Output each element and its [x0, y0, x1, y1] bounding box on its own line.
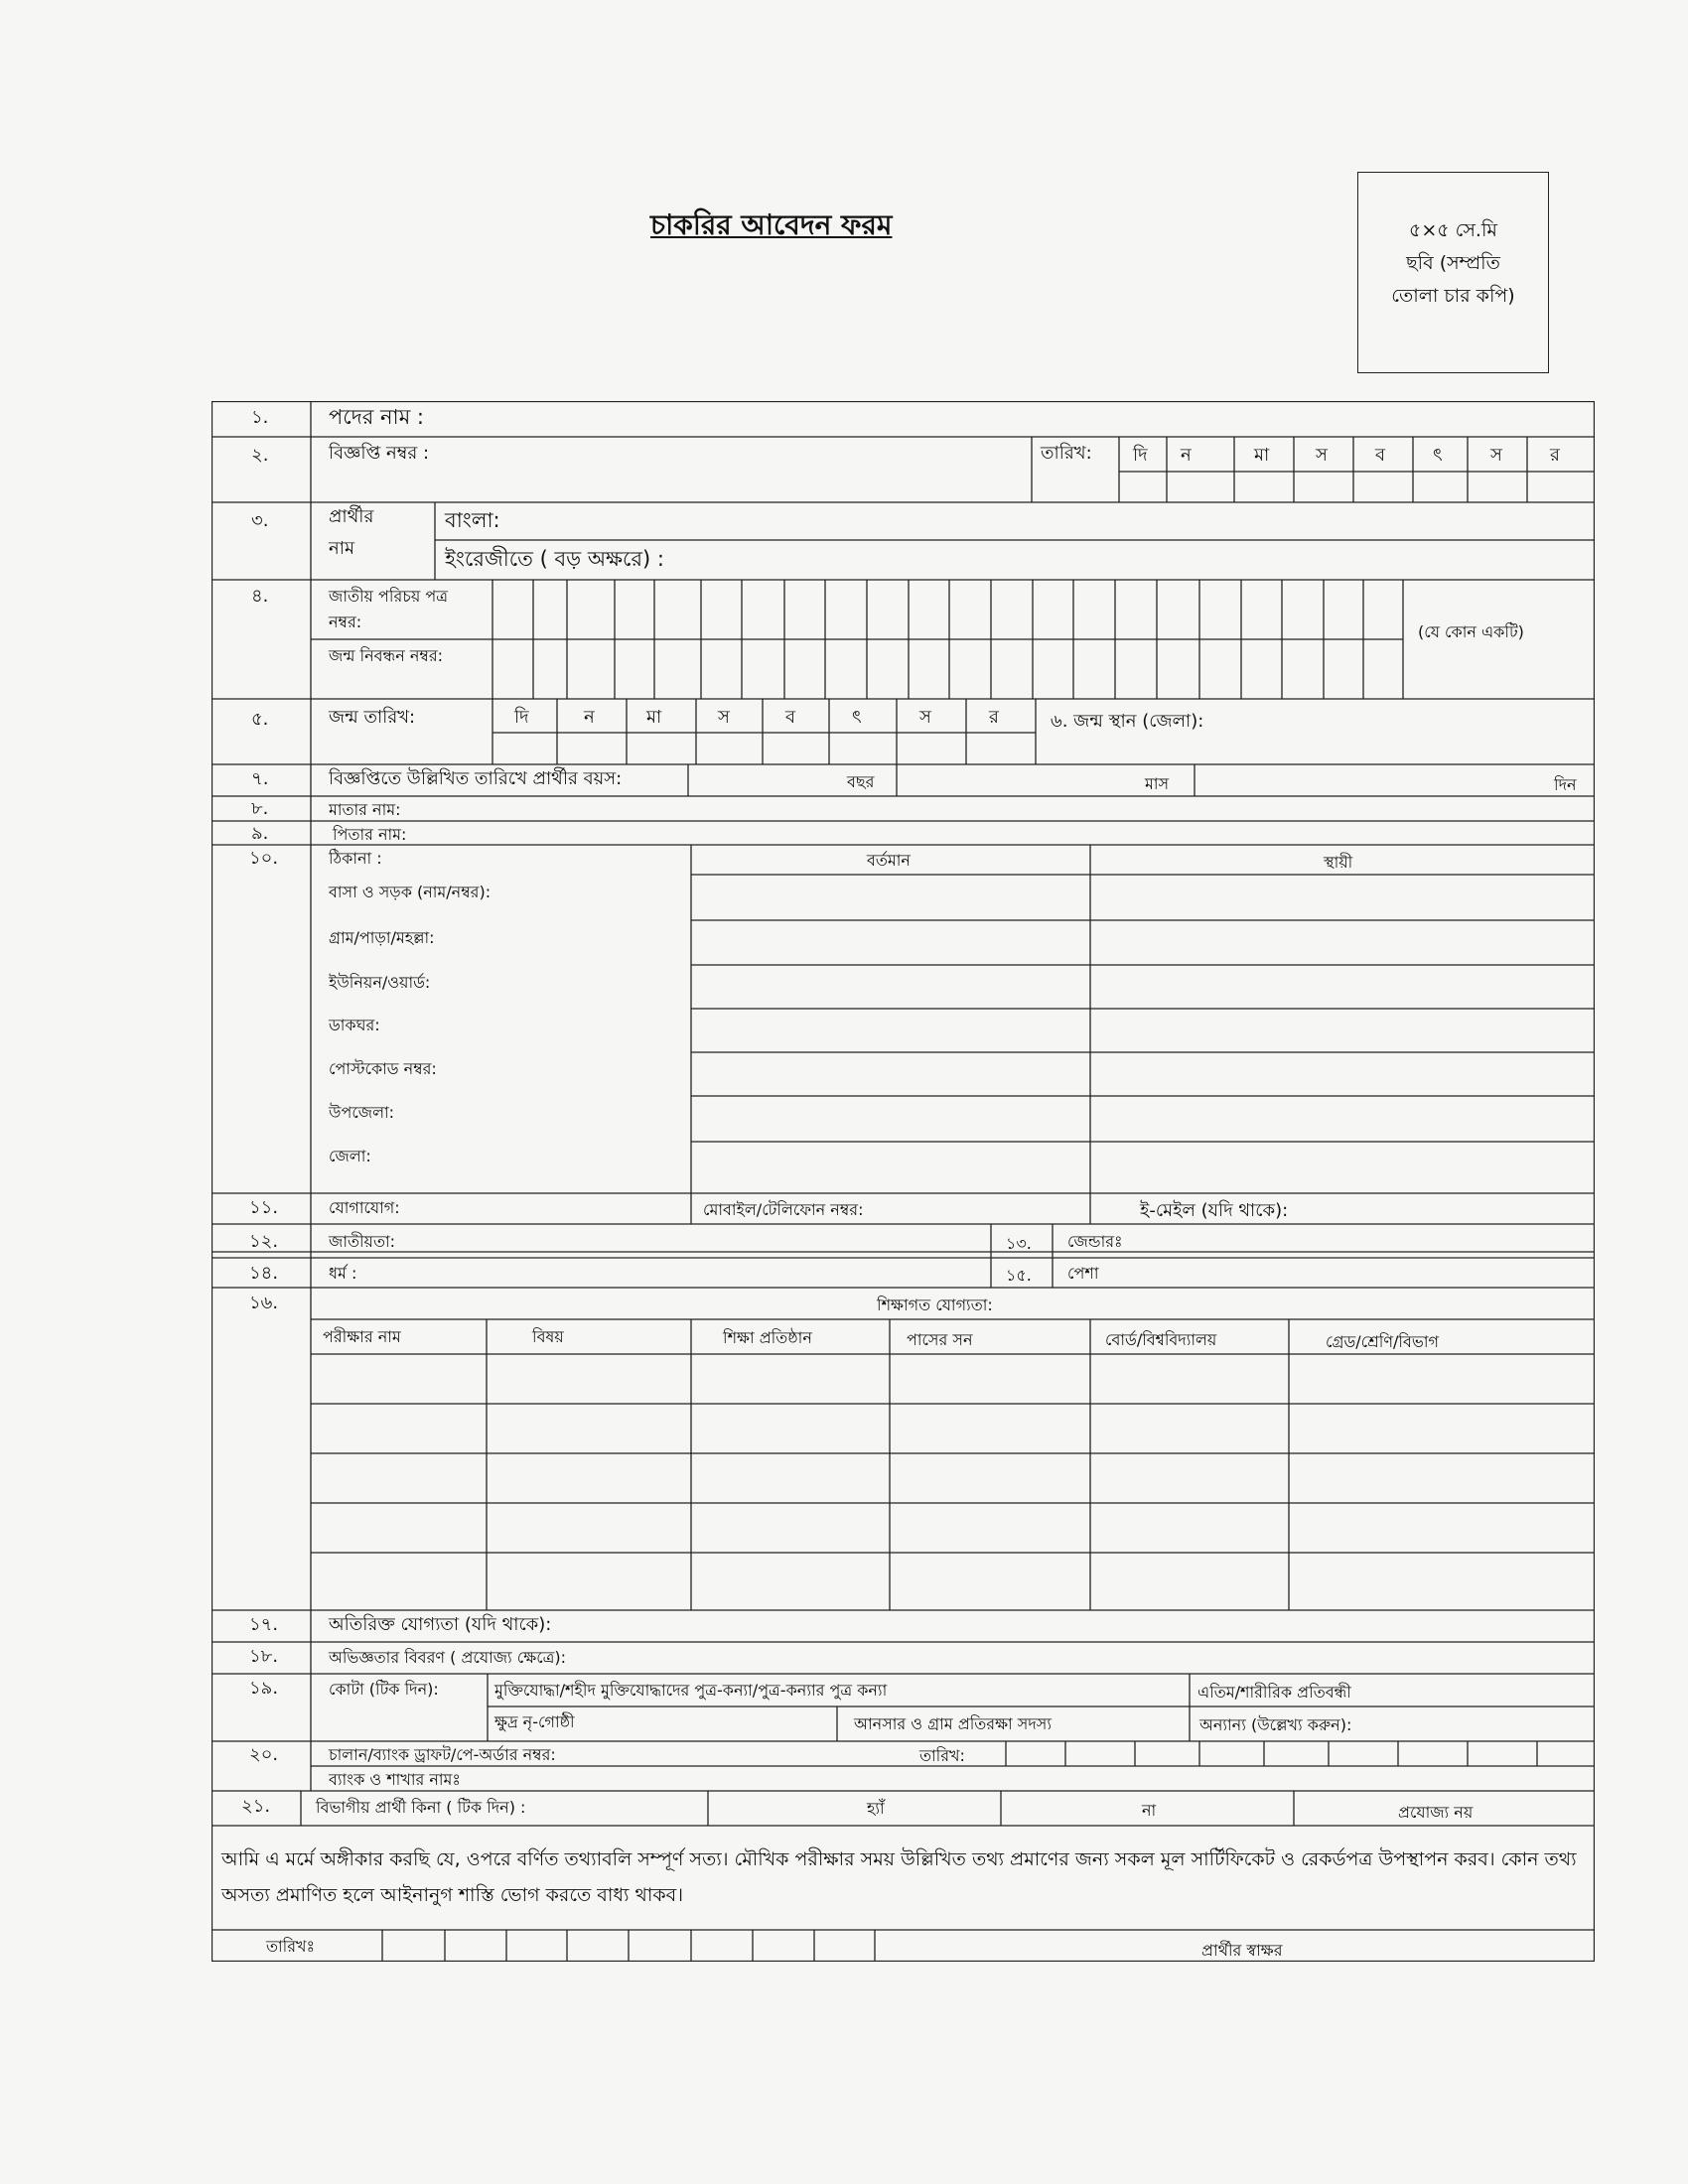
- row-number: ২০.: [249, 1744, 279, 1765]
- row-number: ৯.: [251, 823, 269, 844]
- row-number: ১৫.: [1006, 1266, 1032, 1285]
- experience-label: অভিজ্ঞতার বিবরণ ( প্রযোজ্য ক্ষেত্রে):: [329, 1648, 567, 1667]
- bank-branch-label: ব্যাংক ও শাখার নামঃ: [329, 1770, 461, 1789]
- footer-date-grid: [382, 1930, 875, 1962]
- row-number: ৮.: [251, 798, 269, 819]
- date-letter: স: [1316, 445, 1328, 466]
- education-column-header: শিক্ষা প্রতিষ্ঠান: [723, 1328, 812, 1347]
- address-field-label: উপজেলা:: [329, 1103, 395, 1122]
- present-address-header: বর্তমান: [867, 851, 911, 870]
- nid-note: (যে কোন একটি): [1418, 622, 1524, 641]
- mobile-label: মোবাইল/টেলিফোন নম্বর:: [703, 1200, 864, 1219]
- address-label: ঠিকানা :: [329, 849, 382, 868]
- address-field-label: পোস্টকোড নম্বর:: [329, 1059, 437, 1078]
- mother-name-label: মাতার নাম:: [329, 800, 401, 819]
- r10-address-grid: [691, 845, 1595, 1193]
- date-letter: স: [1490, 445, 1502, 466]
- r16-education-grid: [311, 1319, 1595, 1610]
- age-label: বিজ্ঞপ্তিতে উল্লিখিত তারিখে প্রার্থীর বয়স:: [329, 768, 623, 789]
- row-number: ১৬.: [249, 1293, 279, 1313]
- date-letter: ৎ: [1433, 445, 1443, 466]
- email-label: ই-মেইল (যদি থাকে):: [1140, 1200, 1289, 1221]
- r2-date-grid: [1032, 437, 1595, 502]
- photo-box[interactable]: [1357, 172, 1549, 373]
- circular-date-label: তারিখ:: [1041, 443, 1092, 464]
- profession-label: পেশা: [1067, 1264, 1099, 1283]
- address-field-label: গ্রাম/পাড়া/মহল্লা:: [329, 928, 435, 947]
- address-field-label: বাসা ও সড়ক (নাম/নম্বর):: [329, 883, 492, 901]
- birthplace-label: ৬. জন্ম স্থান (জেলা):: [1051, 711, 1204, 732]
- circular-number-label: বিজ্ঞপ্তি নম্বর :: [329, 443, 430, 464]
- date-letter: ব: [785, 707, 796, 728]
- age-month-label: মাস: [1145, 774, 1170, 793]
- post-name-field[interactable]: [440, 403, 1582, 435]
- nid-label: নম্বর:: [329, 613, 362, 631]
- date-letter: স: [919, 707, 931, 728]
- date-letter: ন: [584, 707, 595, 728]
- quota-ethnic[interactable]: ক্ষুদ্র নৃ-গোষ্ঠী: [494, 1712, 575, 1731]
- date-letter: ন: [1181, 445, 1192, 466]
- additional-qualification-label: অতিরিক্ত যোগ্যতা (যদি থাকে):: [329, 1614, 552, 1635]
- row-number: ১২.: [249, 1231, 279, 1252]
- row-number: ১১.: [249, 1197, 279, 1218]
- education-column-header: বোর্ড/বিশ্ববিদ্যালয়: [1105, 1330, 1217, 1349]
- quota-ansar[interactable]: আনসার ও গ্রাম প্রতিরক্ষা সদস্য: [854, 1714, 1052, 1733]
- contact-label: যোগাযোগ:: [329, 1198, 400, 1217]
- quota-orphan[interactable]: এতিম/শারীরিক প্রতিবন্ধী: [1197, 1683, 1351, 1702]
- row-number: ৩.: [251, 510, 269, 531]
- row-number: ১৩.: [1006, 1234, 1032, 1253]
- date-letter: র: [1550, 445, 1560, 466]
- declaration-text: আমি এ মর্মে অঙ্গীকার করছি যে, ওপরে বর্ণিত তথ্যাবলি সম্পূর্ণ সত্য। মৌখিক পরীক্ষার সময় উল্লিখিত তথ্য প্রমাণের জন্য সকল মূল সার্টিফিকেট ও রেকর্ডপত্র উপস্থাপন করব। কোন তথ্য অসত্য প্রমাণিত হলে আইনানুগ শাস্তি ভোগ করতে বাধ্য থাকব।: [221, 1848, 1577, 1906]
- row-number: ১৭.: [249, 1614, 279, 1635]
- row-number: ১৯.: [249, 1678, 279, 1699]
- row-number: ১০.: [249, 848, 279, 869]
- date-letter: মা: [646, 707, 662, 728]
- nid-label: জাতীয় পরিচয় পত্র: [329, 587, 449, 606]
- birth-reg-label: জন্ম নিবন্ধন নম্বর:: [329, 646, 444, 665]
- name-english-label: ইংরেজীতে ( বড় অক্ষরে) :: [445, 547, 664, 571]
- applicant-name-label: প্রার্থীর: [329, 506, 374, 527]
- quota-label: কোটা (টিক দিন):: [329, 1680, 439, 1699]
- departmental-label: বিভাগীয় প্রার্থী কিনা ( টিক দিন) :: [316, 1798, 526, 1817]
- date-letter: ৎ: [852, 707, 862, 728]
- r12-r15-grid: [211, 1224, 1595, 1288]
- departmental-yes[interactable]: হ্যাঁ: [867, 1799, 885, 1818]
- date-letter: মা: [1254, 445, 1270, 466]
- row-number: ১৮.: [249, 1646, 279, 1667]
- birth-date-label: জন্ম তারিখ:: [329, 707, 416, 728]
- departmental-na[interactable]: প্রযোজ্য নয়: [1398, 1803, 1474, 1822]
- age-day-label: দিন: [1554, 775, 1577, 794]
- date-letter: স: [718, 707, 730, 728]
- applicant-name-label: নাম: [329, 538, 354, 559]
- application-form: [211, 401, 1595, 1962]
- address-field-label: ডাকঘর:: [329, 1016, 380, 1034]
- challan-label: চালান/ব্যাংক ড্রাফট/পে-অর্ডার নম্বর:: [329, 1745, 556, 1764]
- r7-grid: [688, 764, 1195, 796]
- departmental-no[interactable]: না: [1142, 1801, 1157, 1820]
- address-field-label: জেলা:: [329, 1147, 371, 1165]
- r5-date-grid: [492, 699, 1036, 764]
- education-header: শিক্ষাগত যোগ্যতা:: [877, 1296, 993, 1314]
- quota-other[interactable]: অন্যান্য (উল্লেখ্য করুন):: [1199, 1715, 1352, 1734]
- photo-box-line: ৫×৫ সে.মি: [1409, 219, 1497, 241]
- education-column-header: পরীক্ষার নাম: [323, 1327, 401, 1346]
- permanent-address-header: স্থায়ী: [1324, 853, 1353, 872]
- date-letter: র: [989, 707, 999, 728]
- row-number: ২.: [251, 445, 269, 466]
- row-number: ৫.: [251, 709, 269, 730]
- photo-box-line: ছবি (সম্প্রতি: [1406, 252, 1500, 274]
- signature-label: প্রার্থীর স্বাক্ষর: [1201, 1941, 1283, 1960]
- gender-label: জেন্ডারঃ: [1067, 1232, 1123, 1251]
- row-number: ১.: [251, 407, 269, 428]
- row-number: ৭.: [251, 768, 269, 789]
- r4-digit-grid: [311, 580, 1403, 699]
- education-column-header: পাসের সন: [907, 1330, 973, 1349]
- religion-label: ধর্ম :: [329, 1264, 357, 1283]
- row-number: ১৪.: [249, 1263, 279, 1284]
- education-column-header: বিষয়: [532, 1327, 564, 1346]
- quota-freedom-fighter[interactable]: মুক্তিযোদ্ধা/শহীদ মুক্তিযোদ্ধাদের পুত্র-কন্যা/পুত্র-কন্যার পুত্র কন্যা: [494, 1681, 888, 1700]
- date-letter: ব: [1375, 445, 1386, 466]
- row-number: ২১.: [241, 1796, 271, 1817]
- challan-date-label: তারিখ:: [919, 1746, 965, 1765]
- date-letter: দি: [514, 707, 529, 728]
- row-number: ৪.: [251, 586, 269, 607]
- age-year-label: বছর: [847, 772, 875, 791]
- nationality-label: জাতীয়তা:: [329, 1232, 395, 1251]
- page-title: চাকরির আবেদন ফরম: [650, 208, 893, 241]
- footer-date-label: তারিখঃ: [266, 1937, 316, 1956]
- father-name-label: পিতার নাম:: [333, 825, 407, 844]
- photo-box-line: তোলা চার কপি): [1391, 285, 1515, 307]
- education-column-header: গ্রেড/শ্রেণি/বিভাগ: [1326, 1332, 1439, 1351]
- name-bangla-label: বাংলা:: [445, 508, 500, 532]
- post-name-label: পদের নাম :: [329, 405, 424, 429]
- address-field-label: ইউনিয়ন/ওয়ার্ড:: [329, 973, 431, 992]
- date-letter: দি: [1133, 445, 1148, 466]
